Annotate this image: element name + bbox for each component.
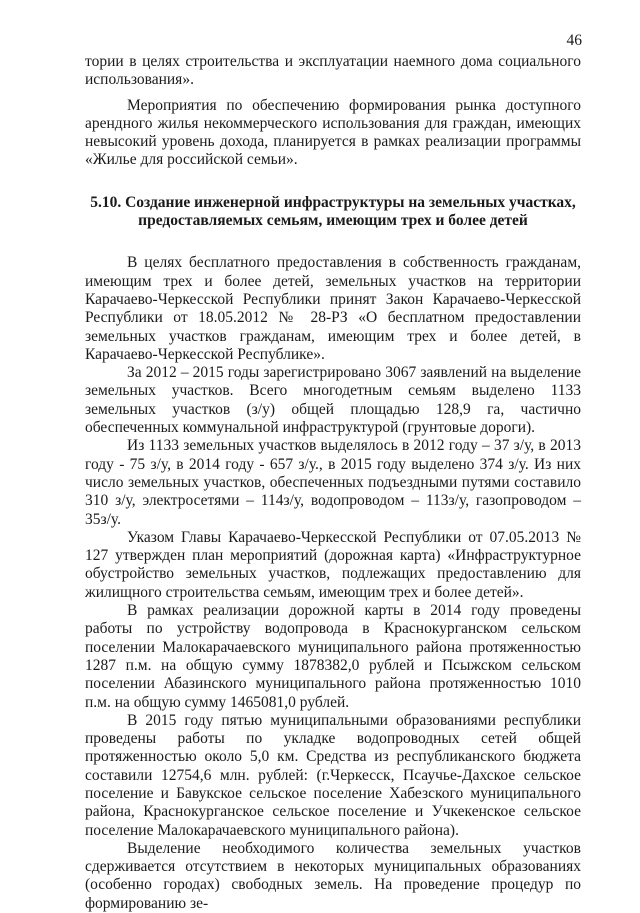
paragraph: Из 1133 земельных участков выделялось в 2012 году – 37 з/у, в 2013 году - 75 з/у, в 2014 году - 657 з/у., в 2015 году выделено 374 з/у. Из них число земельных участков, обеспеченных подъездными путями составило 310 з/у, электросетями – 114з/у, водопроводом – 113з/у, газопроводом – 35з/у. bbox=[85, 437, 581, 528]
paragraph: За 2012 – 2015 годы зарегистрировано 3067 заявлений на выделение земельных участков. Всего многодетным семьям выделено 1133 земельных участков (з/у) общей площадью 128,9 га, частично обеспеченных коммунальной инфраструктурой (грунтовые дороги). bbox=[85, 364, 581, 437]
paragraph: В рамках реализации дорожной карты в 2014 году проведены работы по устройству водопровода в Краснокурганском сельском поселении Малокарачаевского муниципального района протяженностью 1287 п.м. на общую сумму 1878382,0 рублей и Псыжском сельском поселении Абазинского муниципального района протяженностью 1010 п.м. на общую сумму 1465081,0 рублей. bbox=[85, 602, 581, 711]
section-heading: 5.10. Создание инженерной инфраструктуры на земельных участках, предоставляемых семьям, имеющим трех и более детей bbox=[90, 193, 576, 230]
paragraph: Мероприятия по обеспечению формирования рынка доступного арендного жилья некоммерческого использования для граждан, имеющих невысокий уровень дохода, планируется в рамках реализации программы «Жилье для российской семьи». bbox=[85, 96, 581, 169]
document-body bbox=[85, 53, 581, 913]
paragraph: В целях бесплатного предоставления в собственность гражданам, имеющим трех и более детей, земельных участков на территории Карачаево-Черкесской Республики принят Закон Карачаево-Черкесской Республики от 18.05.2012 № 28-РЗ «О бесплатном предоставлении земельных участков гражданам, имеющим трех и более детей, в Карачаево-Черкесской Республике». bbox=[85, 254, 581, 363]
page-number: 46 bbox=[566, 32, 582, 49]
paragraph: В 2015 году пятью муниципальными образованиями республики проведены работы по укладке водопроводных сетей общей протяженностью около 5,0 км. Средства из республиканского бюджета составили 12754,6 млн. рублей: (г.Черкесск, Псаучье-Дахское сельское поселение и Бавукское сельское поселение Хабезского муниципального района, Краснокурганское сельское поселение и Учкекенское сельское поселение Малокарачаевского муниципального района). bbox=[85, 711, 581, 839]
paragraph-continuation: тории в целях строительства и эксплуатации наемного дома социального использования». bbox=[85, 53, 581, 89]
paragraph: Выделение необходимого количества земельных участков сдерживается отсутствием в некоторых муниципальных образованиях (особенно городах) свободных земель. На проведение процедур по формированию зе- bbox=[85, 839, 581, 912]
paragraph: Указом Главы Карачаево-Черкесской Республики от 07.05.2013 № 127 утвержден план мероприятий (дорожная карта) «Инфраструктурное обустройство земельных участков, подлежащих предоставлению для жилищного строительства семьям, имеющим трех и более детей». bbox=[85, 528, 581, 601]
